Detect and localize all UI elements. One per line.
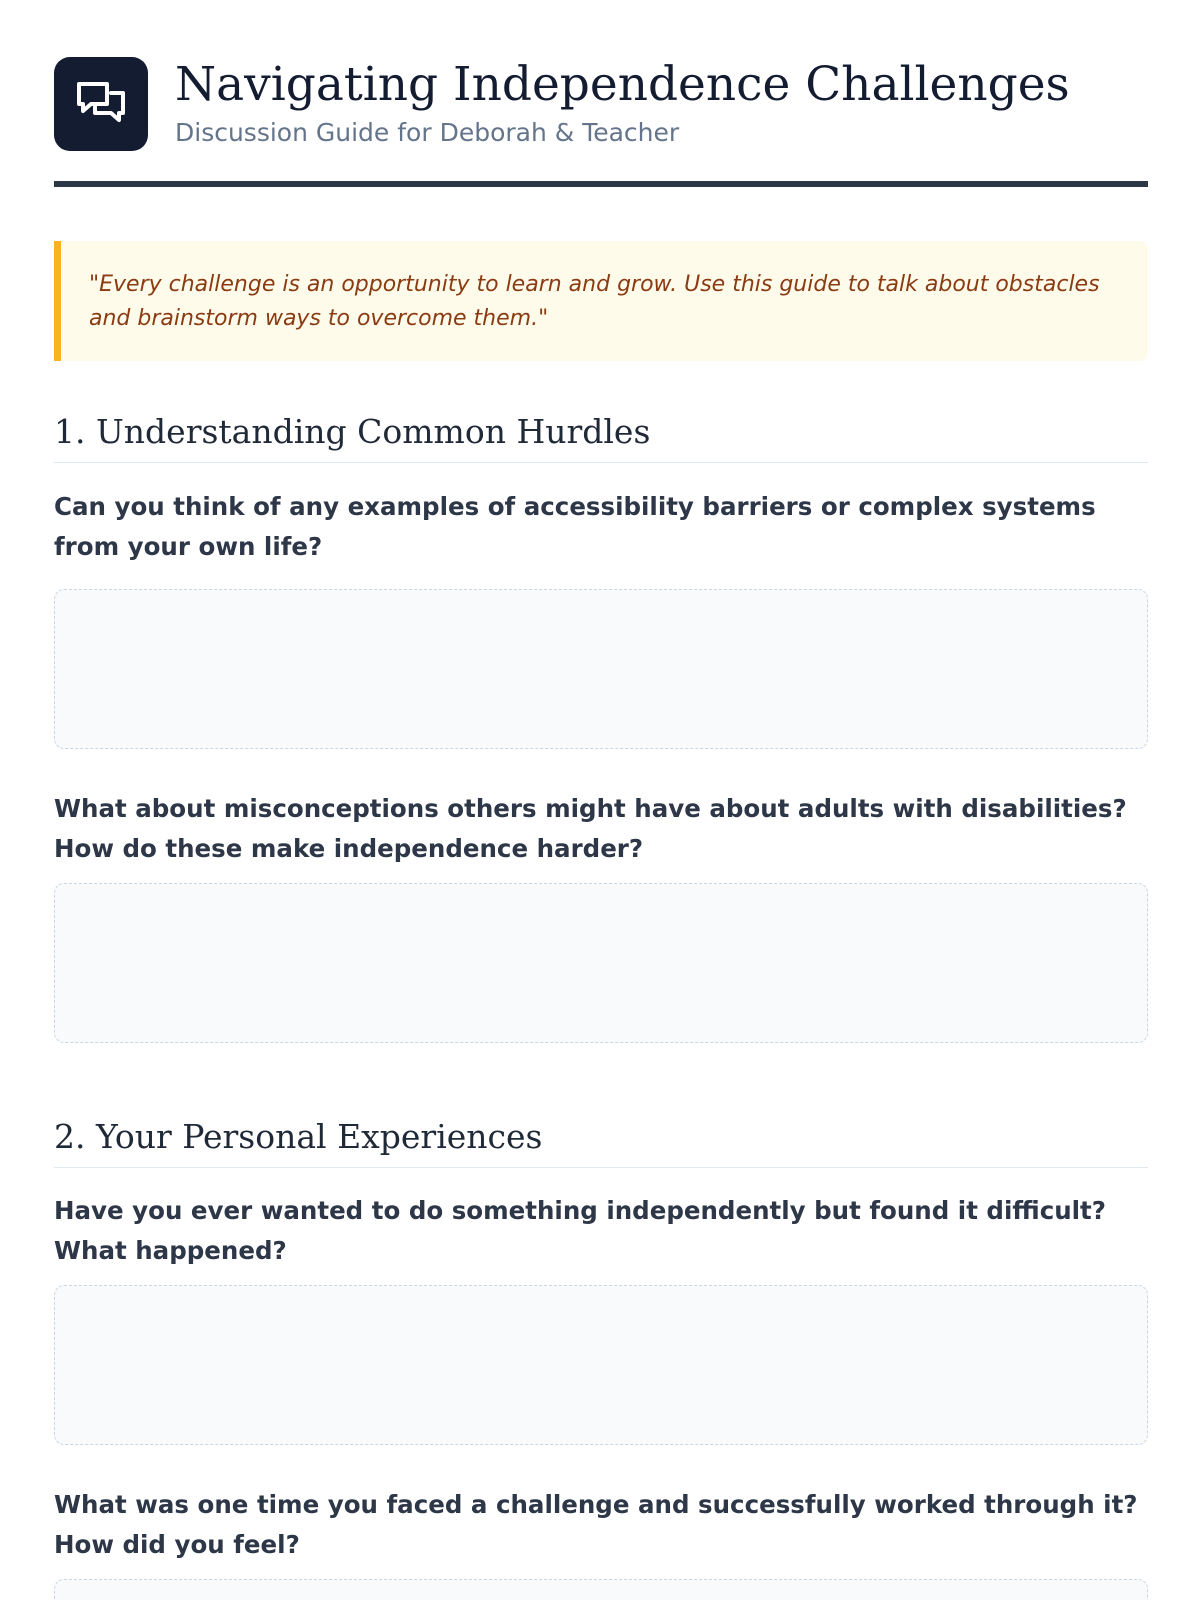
intro-quote-callout	[54, 241, 1148, 361]
question-text: What about misconceptions others might have about adults with disabilities? How do these make independence harder?	[54, 794, 1127, 863]
page-subtitle: Discussion Guide for Deborah & Teacher	[175, 118, 680, 147]
question-text: Can you think of any examples of accessibility barriers or complex systems from your own life?	[54, 492, 1096, 561]
answer-field[interactable]	[54, 589, 1148, 749]
answer-field[interactable]	[54, 883, 1148, 1043]
chat-bubbles-icon	[54, 57, 148, 151]
intro-quote-text: "Every challenge is an opportunity to learn and grow. Use this guide to talk about obstacles and brainstorm ways to overcome them."	[89, 272, 1100, 331]
header-divider	[54, 181, 1148, 187]
section-title-understanding-hurdles: 1. Understanding Common Hurdles	[54, 410, 1148, 463]
page-title: Navigating Independence Challenges	[175, 57, 1070, 112]
question-text: Have you ever wanted to do something independently but found it difficult? What happened?	[54, 1196, 1106, 1265]
answer-field[interactable]	[54, 1579, 1148, 1600]
page-header	[54, 57, 1146, 187]
section-title-personal-experiences: 2. Your Personal Experiences	[54, 1115, 1148, 1168]
question-text: What was one time you faced a challenge and successfully worked through it? How did you feel?	[54, 1490, 1138, 1559]
answer-field[interactable]	[54, 1285, 1148, 1445]
